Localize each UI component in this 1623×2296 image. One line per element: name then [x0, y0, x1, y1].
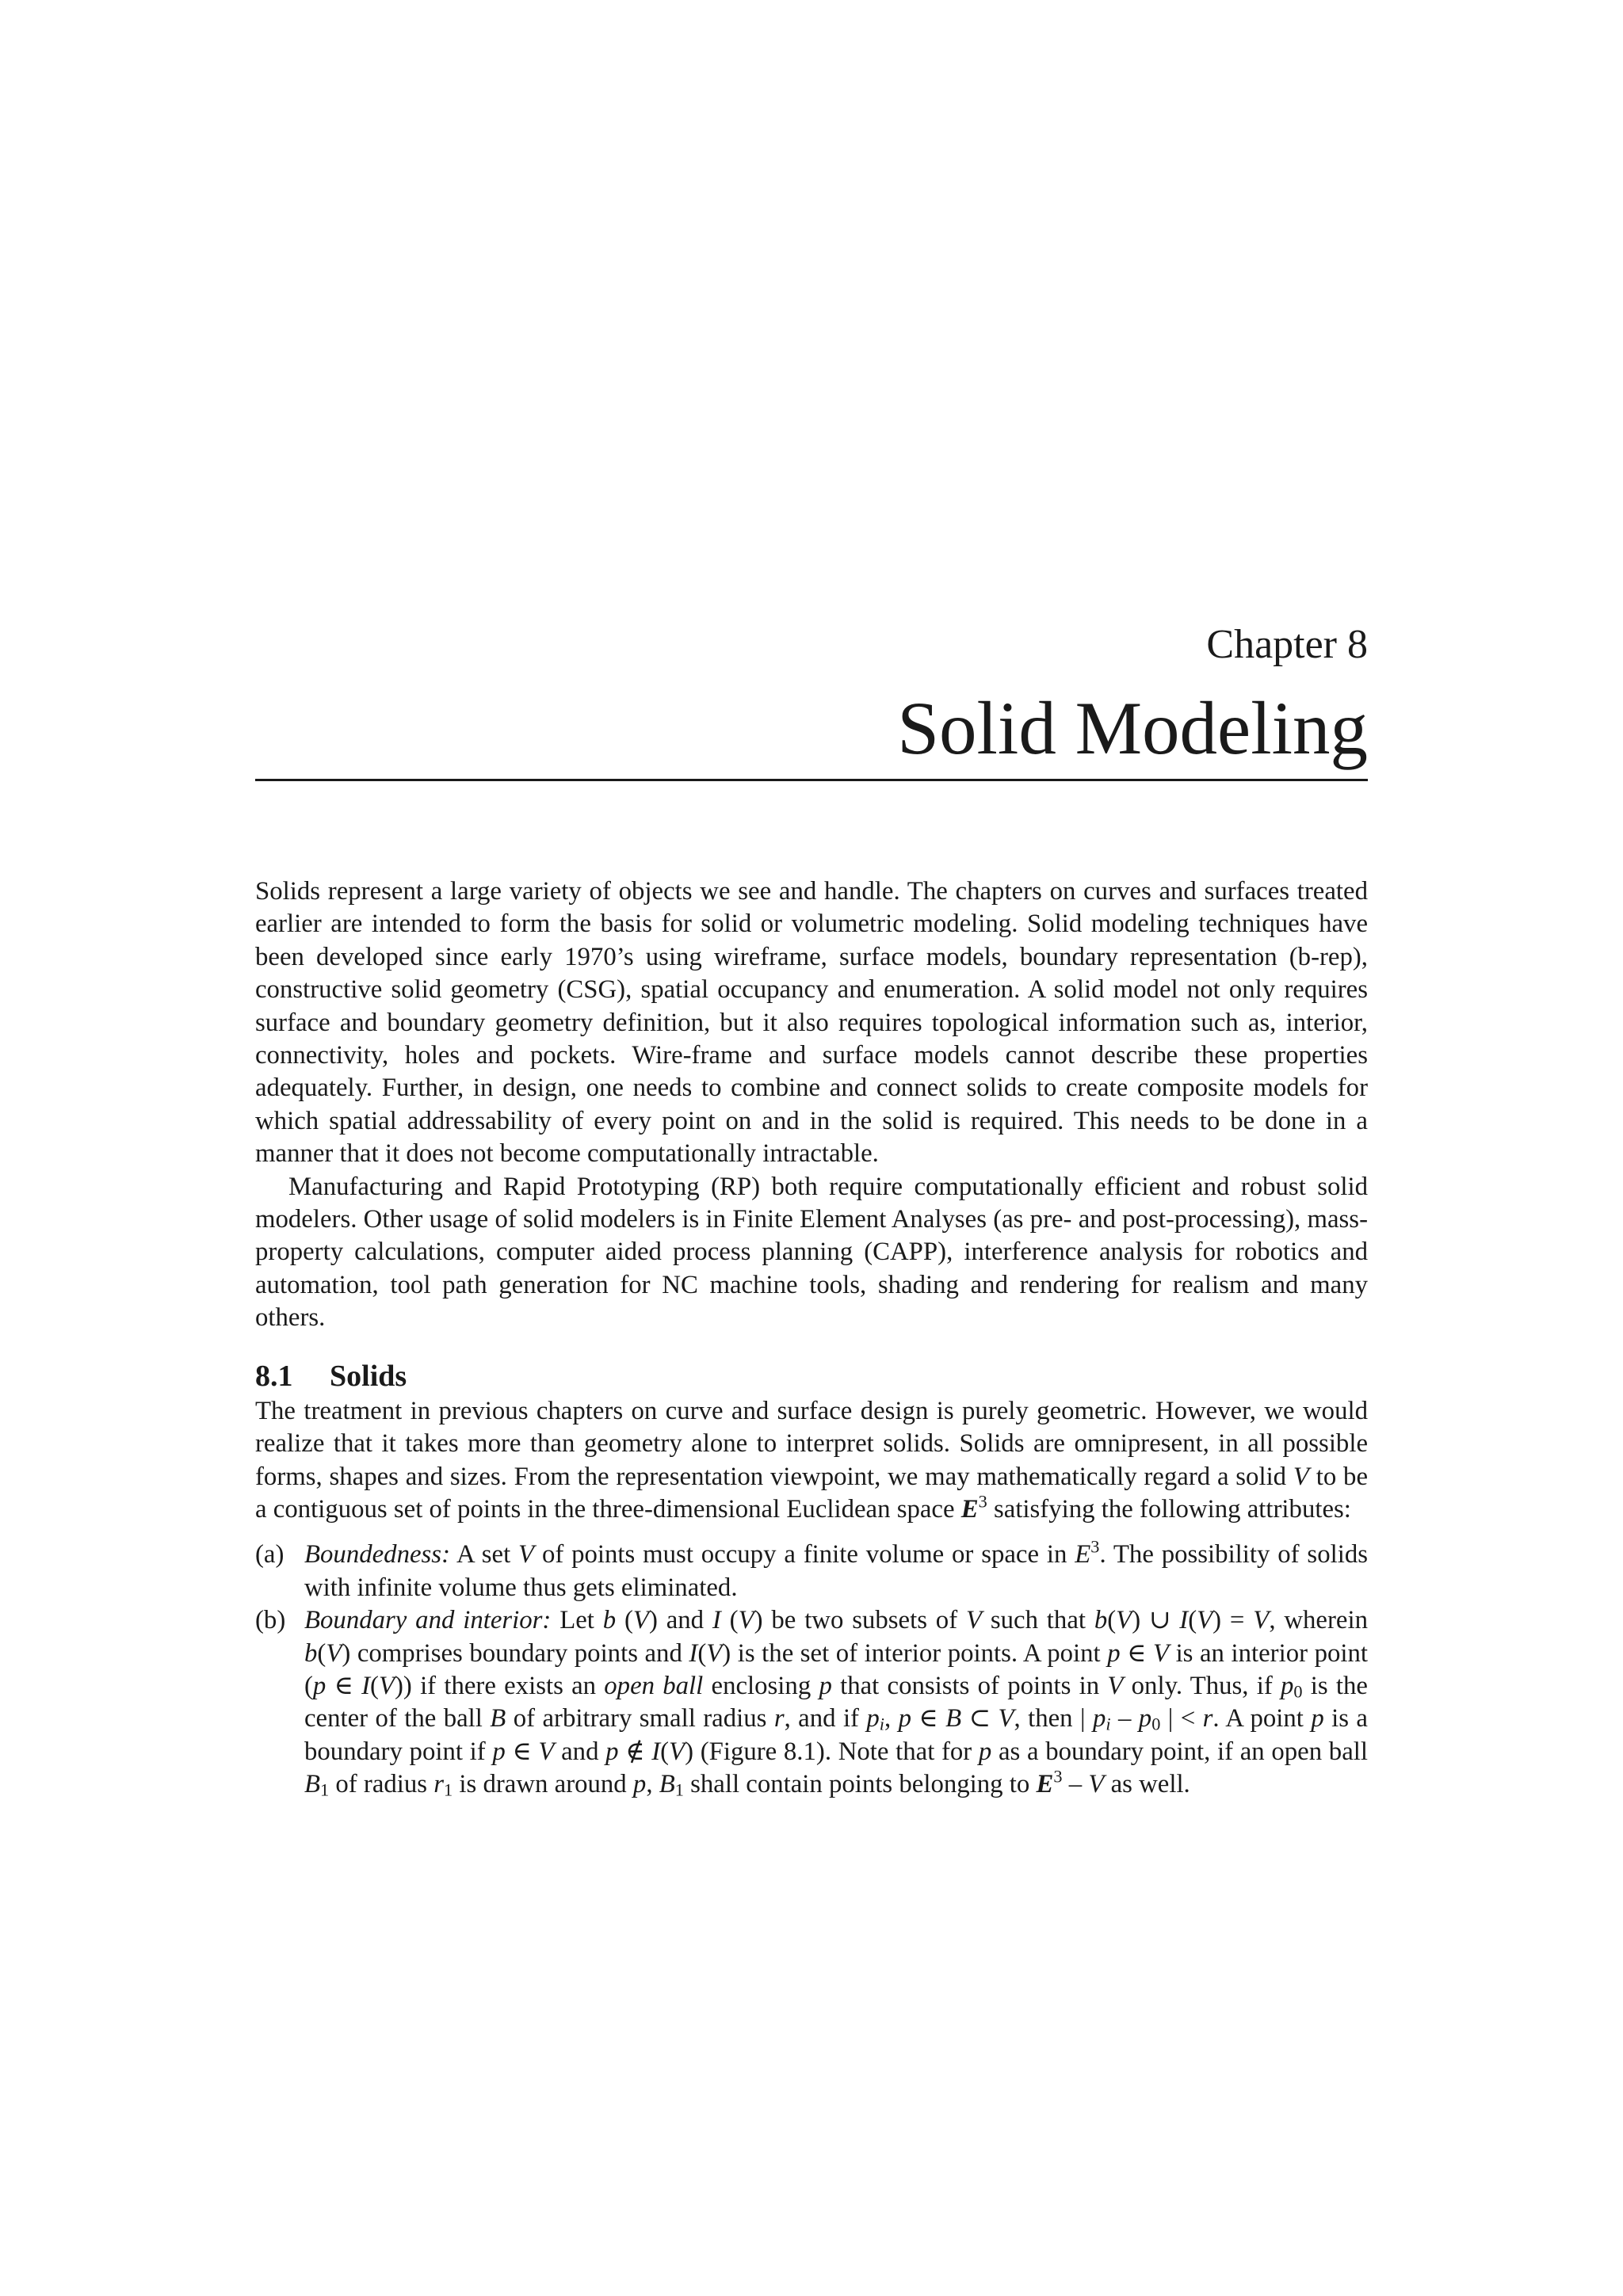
chapter-label: Chapter 8: [1206, 622, 1368, 667]
section-number: 8.1: [255, 1359, 293, 1393]
list-item-label: (b): [255, 1606, 286, 1635]
chapter-title: Solid Modeling: [897, 686, 1368, 770]
list-item-label: (a): [255, 1540, 285, 1569]
attribute-list: [255, 1539, 1368, 1801]
section-paragraph: The treatment in previous chapters on curve and surface design is purely geometric. However, we would realize that it takes more than geometry alone to interpret solids. Solids are omnipresent, in all possible forms, shapes and sizes. From the representation viewpoint, we may mathematically regard a solid V to be a contiguous set of points in the three-dimensional Euclidean space $E^3$ satisfying the following attributes:: [255, 1396, 1369, 1524]
chapter-title-rule: [255, 779, 1368, 781]
intro-paragraph-1: Solids represent a large variety of objects we see and handle. The chapters on curves and surfaces treated earlier are intended to form the basis for solid or volumetric modeling. Solid modeling techniques have been developed since early 1970’s using wireframe, surface models, boundary representation (b-rep), constructive solid geometry (CSG), spatial occupancy and enumeration. A solid model not only requires surface and boundary geometry definition, but it also requires topological information such as, interior, connectivity, holes and pockets. Wire-frame and surface models cannot describe these properties adequately. Further, in design, one needs to combine and connect solids to create composite models for which spatial addressability of every point on and in the solid is required. This needs to be done in a manner that it does not become computationally intractable.: [255, 877, 1368, 1169]
intro-paragraph-2: Manufacturing and Rapid Prototyping (RP) both require computationally efficient and robust solid modelers. Other usage of solid modelers is in Finite Element Analyses (as pre- and post-processing), mass-property calculations, computer aided process planning (CAPP), interference analysis for robotics and automation, tool path generation for NC machine tools, shading and rendering for realism and many others.: [255, 1172, 1368, 1333]
list-item-term: Boundary and interior:: [304, 1606, 552, 1635]
list-item-boundedness: (a) Boundedness: A set V of points must occupy a finite volume or space in $E^3$. The possibility of solids with infinite volume thus gets eliminated.: [255, 1537, 1368, 1602]
list-item-boundary-interior: (b) Boundary and interior: Let b (V) and I (V) be two subsets of V such that b(V) ∪ I(V) = V, wherein b(V) comprises boundary points and I(V) is the set of interior points. A point p ∈ V is an interior point (p ∈ I(V)) if there exists an open ball enclosing p that consists of points in V only. Thus, if $p_0$ is the center of the ball B of arbitrary small radius r, and if $p_i$, p ∈ B ⊂ V, then | $p_i - p_0$ | < r. A point p is a boundary point if p ∈ V and p ∉ I(V) (Figure 8.1). Note that for p as a boundary point, if an open ball $B_1$ of radius $r_1$ is drawn around p, $B_1$ shall contain points belonging to $E^3$ – V as well.: [255, 1606, 1368, 1800]
section-title: Solids: [330, 1359, 407, 1393]
list-item-term: Boundedness:: [304, 1540, 450, 1569]
chapter-body: [255, 875, 1368, 1802]
section-heading: [255, 1357, 1368, 1395]
